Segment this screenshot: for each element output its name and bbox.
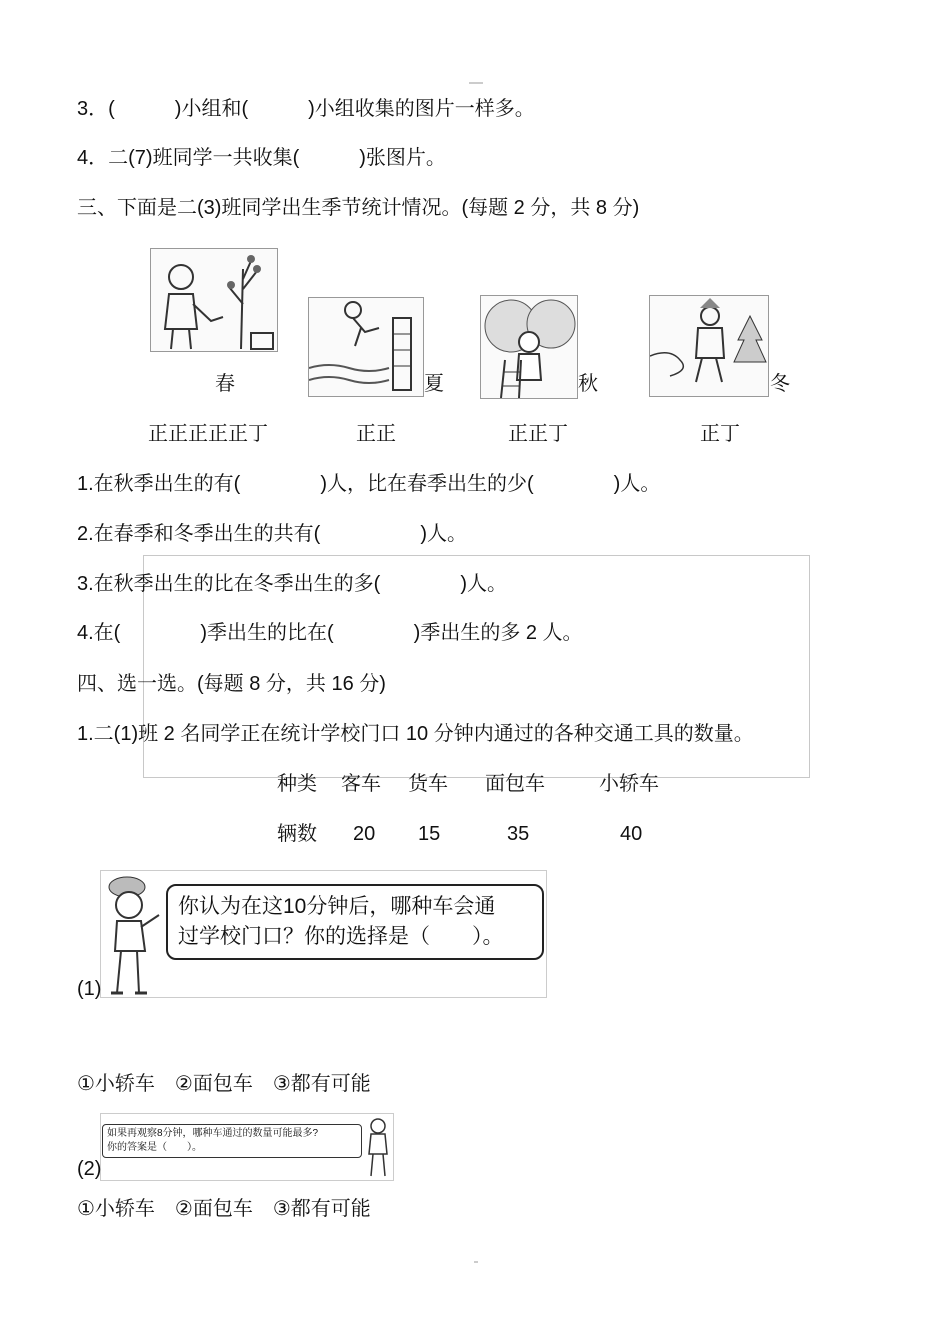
table-value-car: 40 xyxy=(620,823,643,845)
season-label-winter: 冬 xyxy=(770,373,790,395)
season-question-2: 2.在春季和冬季出生的共有( )人。 xyxy=(77,523,467,545)
season-label-spring: 春 xyxy=(215,373,235,395)
table-row-label: 辆数 xyxy=(277,823,317,845)
table-header-car: 小轿车 xyxy=(599,773,659,795)
part-1-options: ①小轿车 ②面包车 ③都有可能 xyxy=(77,1073,371,1095)
section-3-heading: 三、下面是二(3)班同学出生季节统计情况。(每题 2 分，共 8 分) xyxy=(77,197,640,219)
part-2-label: (2) xyxy=(77,1158,102,1180)
season-question-3: 3.在秋季出生的比在冬季出生的多( )人。 xyxy=(77,573,507,595)
speech-bubble-1: 你认为在这10分钟后，哪种车会通 过学校门口？你的选择是（ ）。 xyxy=(166,884,544,960)
tally-summer: 正正 xyxy=(356,423,396,445)
table-value-van: 35 xyxy=(507,823,530,845)
table-header-type: 种类 xyxy=(277,773,317,795)
tally-autumn: 正正丁 xyxy=(508,423,568,445)
spring-picture xyxy=(150,248,278,352)
top-mark xyxy=(469,82,483,84)
tally-winter: 正丁 xyxy=(700,423,740,445)
table-value-truck: 15 xyxy=(418,823,441,845)
question-3: 3．( )小组和( )小组收集的图片一样多。 xyxy=(77,98,535,120)
question-4: 4．二(7)班同学一共收集( )张图片。 xyxy=(77,147,446,169)
part-2-options: ①小轿车 ②面包车 ③都有可能 xyxy=(77,1198,371,1220)
table-header-truck: 货车 xyxy=(408,773,448,795)
table-header-bus: 客车 xyxy=(341,773,381,795)
tally-spring: 正正正正正丁 xyxy=(148,423,268,445)
season-label-autumn: 秋 xyxy=(578,373,598,395)
winter-picture xyxy=(649,295,769,397)
table-header-van: 面包车 xyxy=(485,773,545,795)
summer-picture xyxy=(308,297,424,397)
season-question-1: 1.在秋季出生的有( )人，比在春季出生的少( )人。 xyxy=(77,473,661,495)
table-value-bus: 20 xyxy=(353,823,376,845)
part-1-label: (1) xyxy=(77,978,102,1000)
bottom-mark xyxy=(474,1261,478,1263)
autumn-picture xyxy=(480,295,578,399)
section-4-heading: 四、选一选。(每题 8 分，共 16 分) xyxy=(77,673,386,695)
season-question-4: 4.在( )季出生的比在( )季出生的多 2 人。 xyxy=(77,622,583,644)
choice-question-1: 1.二(1)班 2 名同学正在统计学校门口 10 分钟内通过的各种交通工具的数量。 xyxy=(77,723,754,745)
speech-bubble-2: 如果再观察8分钟，哪种车通过的数量可能最多? 你的答案是（ ）。 xyxy=(102,1124,362,1158)
season-label-summer: 夏 xyxy=(424,373,444,395)
